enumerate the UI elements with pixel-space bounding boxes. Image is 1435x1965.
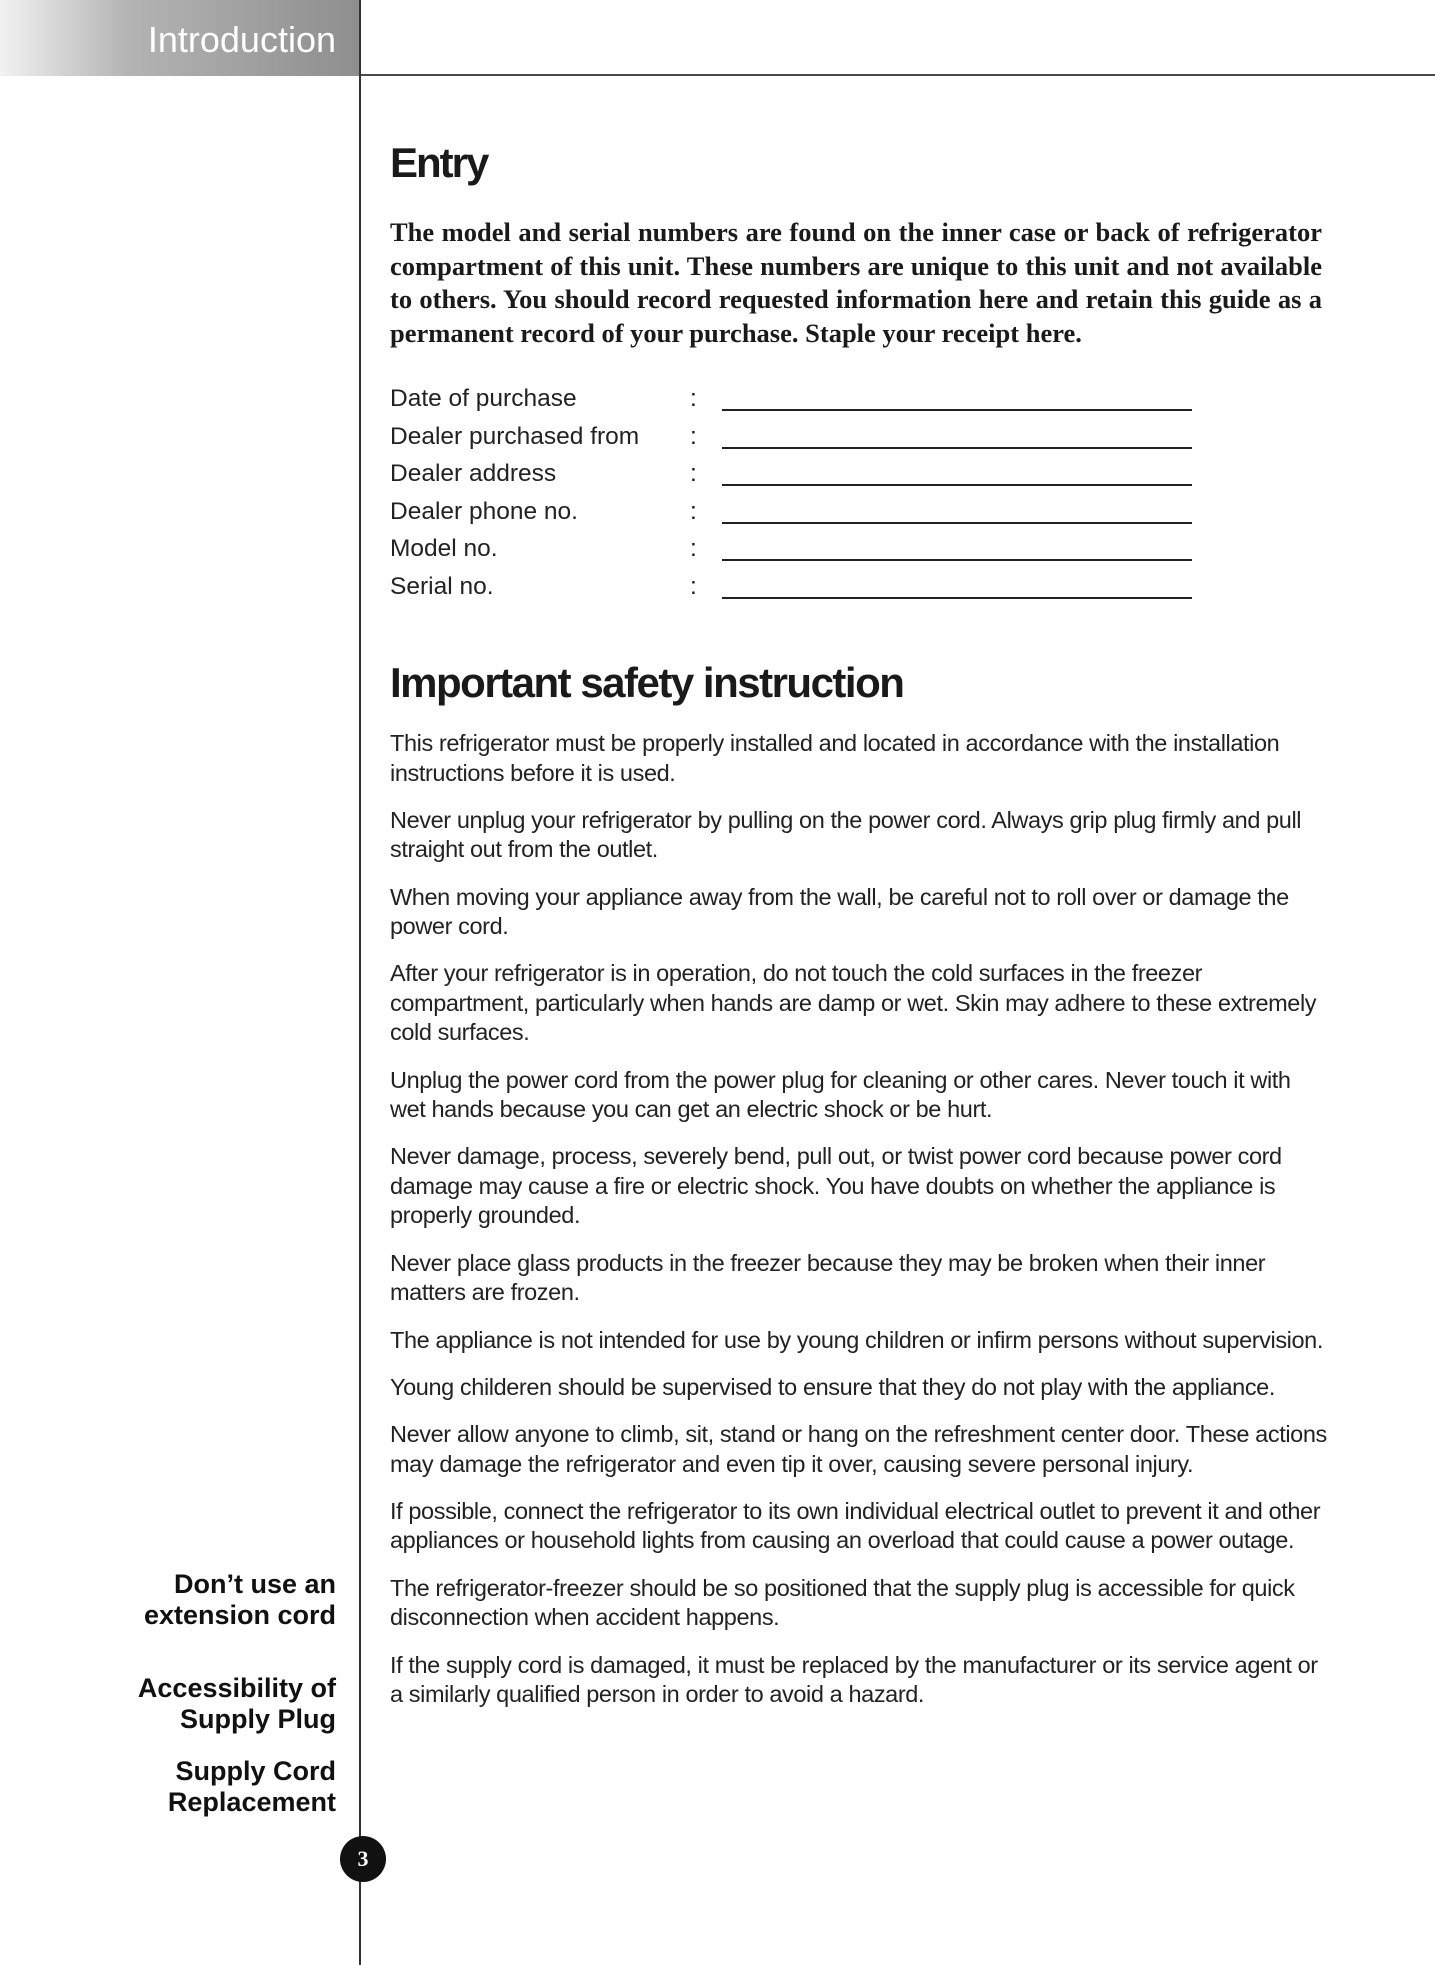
safety-paragraph: After your refrigerator is in operation, do not touch the cold surfaces in the freezer compartment, particularly when hands are damp or wet. Skin may adhere to these extremely cold surfaces.: [390, 960, 1317, 1046]
side-label-supply-cord: [168, 1756, 336, 1818]
section-tab: [0, 0, 360, 76]
side-label-line: Replacement: [167, 1787, 336, 1817]
form-row-date-of-purchase: [390, 380, 1322, 418]
field-separator: :: [690, 385, 697, 412]
field-label: Dealer address: [390, 460, 557, 487]
blank-line: [722, 559, 1192, 561]
form-row-serial-no: [390, 568, 1322, 606]
safety-paragraph-supply-plug: The refrigerator-freezer should be so positioned that the supply plug is accessible for quick disconnection when accident happens.: [390, 1574, 1295, 1631]
safety-paragraph: Young childeren should be supervised to ensure that they do not play with the appliance.: [390, 1373, 1275, 1400]
side-label-extension-cord: [144, 1569, 336, 1631]
safety-instructions: [390, 729, 1330, 1727]
blank-line: [722, 597, 1192, 599]
entry-intro-text: The model and serial numbers are found on the inner case or back of refrigerator compartment of this unit. These numbers are unique to this unit and not available to others. You should record requested information here and retain this guide as a permanent record of your purchase. Staple your receipt here.: [390, 217, 1322, 348]
form-row-dealer-address: [390, 455, 1322, 493]
safety-paragraph: This refrigerator must be properly installed and located in accordance with the installation instructions before it is used.: [390, 730, 1280, 786]
field-separator: :: [690, 497, 697, 525]
blank-line: [722, 447, 1192, 449]
form-row-dealer-purchased-from: [390, 418, 1322, 456]
safety-paragraph: Never unplug your refrigerator by pulling on the power cord. Always grip plug firmly and pull straight out from the outlet.: [390, 806, 1302, 863]
safety-paragraph-supply-cord: If the supply cord is damaged, it must be replaced by the manufacturer or its service agent or a similarly qualified person in order to avoid a hazard.: [390, 1651, 1318, 1708]
form-row-dealer-phone: [390, 493, 1322, 531]
side-label-line: Accessibility of: [137, 1673, 336, 1703]
side-label-supply-plug: [138, 1673, 336, 1735]
field-label: Dealer phone no.: [390, 497, 578, 525]
side-label-line: extension cord: [143, 1600, 336, 1630]
page-number-badge: 3: [340, 1836, 386, 1882]
field-separator: :: [690, 535, 697, 562]
field-label: Serial no.: [390, 572, 494, 600]
margin-rule: [359, 0, 361, 1965]
side-label-line: Supply Cord: [175, 1756, 336, 1786]
blank-line: [722, 522, 1192, 524]
blank-line: [722, 409, 1192, 411]
safety-paragraph: Never damage, process, severely bend, pull out, or twist power cord because power cord damage may cause a fire or electric shock. You have doubts on whether the appliance is properly grounded.: [390, 1143, 1282, 1229]
section-title: Introduction: [147, 19, 336, 60]
safety-paragraph: The appliance is not intended for use by young children or infirm persons without supervision.: [390, 1326, 1323, 1353]
field-separator: :: [690, 572, 697, 600]
side-label-line: Don’t use an: [173, 1569, 336, 1599]
field-separator: :: [690, 422, 697, 450]
field-separator: :: [690, 460, 697, 487]
header-rule: [360, 74, 1435, 76]
blank-line: [722, 484, 1192, 486]
field-label: Dealer purchased from: [390, 422, 640, 450]
safety-paragraph: Never allow anyone to climb, sit, stand or hang on the refreshment center door. These actions may damage the refrigerator and even tip it over, causing severe personal injury.: [390, 1421, 1327, 1477]
form-row-model-no: [390, 530, 1322, 568]
field-label: Model no.: [390, 535, 498, 562]
field-label: Date of purchase: [390, 385, 577, 412]
purchase-record-form: [390, 380, 1322, 605]
safety-paragraph-extension-cord: If possible, connect the refrigerator to its own individual electrical outlet to prevent it and other appliances or household lights from causing an overload that could cause a power outage.: [390, 1497, 1321, 1554]
safety-heading: Important safety instruction: [390, 659, 904, 706]
entry-heading: Entry: [390, 139, 488, 186]
side-label-line: Supply Plug: [179, 1704, 336, 1734]
safety-paragraph: Never place glass products in the freezer because they may be broken when their inner matters are frozen.: [390, 1249, 1266, 1306]
safety-paragraph: Unplug the power cord from the power plug for cleaning or other cares. Never touch it with wet hands because you can get an electric shock or be hurt.: [390, 1066, 1291, 1123]
safety-paragraph: When moving your appliance away from the wall, be careful not to roll over or damage the power cord.: [390, 883, 1289, 940]
